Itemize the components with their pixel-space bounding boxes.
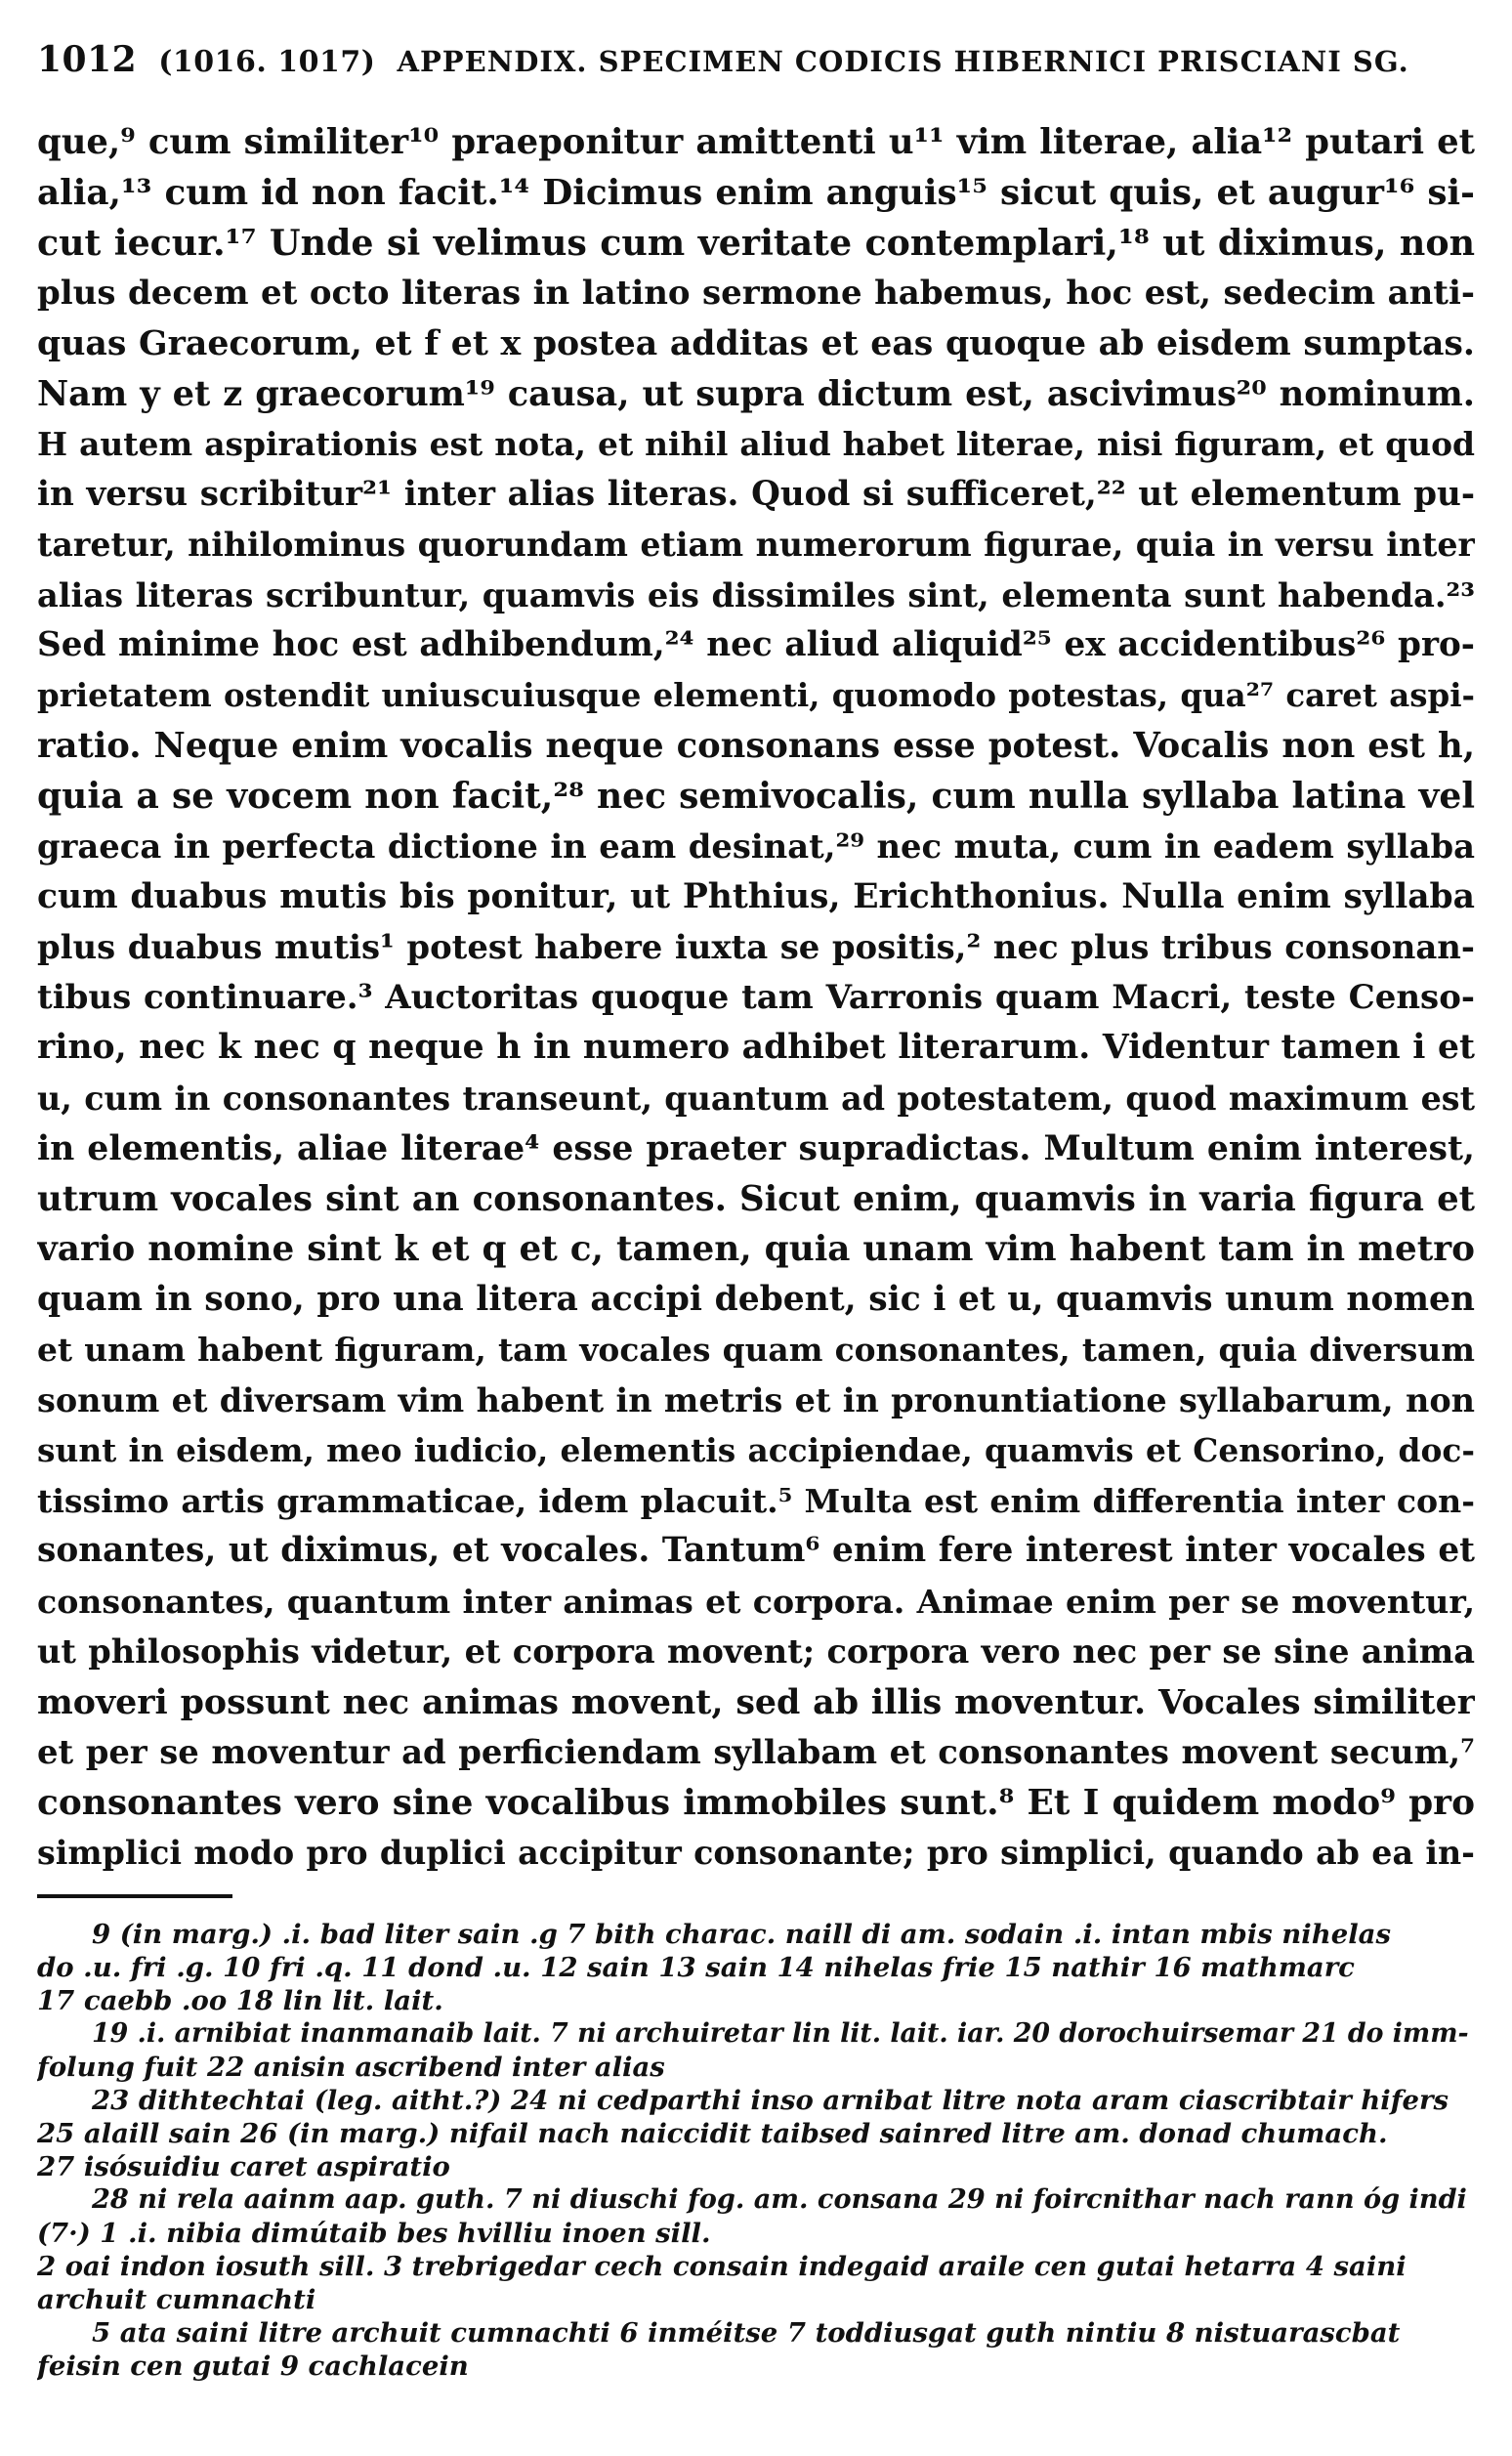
footnote-line: 19 .i. arnibiat inanmanaib lait. 7 ni archuiretar lin lit. lait. iar. 20 dorochuirsemar 21 do imm-	[92, 2017, 1469, 2049]
text-line: consonantes vero sine vocalibus immobiles sunt.⁸ Et I quidem modo⁹ pro	[37, 1781, 1475, 1823]
text-line: alias literas scribuntur, quamvis eis dissimiles sint, elementa sunt habenda.²³	[37, 574, 1475, 614]
text-line: tibus continuare.³ Auctoritas quoque tam Varronis quam Macri, teste Censo-	[37, 977, 1475, 1017]
footnote-line: 5 ata saini litre archuit cumnachti 6 inméitse 7 toddiusgat guth nintiu 8 nistuarascbat	[92, 2316, 1401, 2349]
footnote-line: archuit cumnachti	[37, 2283, 316, 2315]
text-line: plus decem et octo literas in latino sermone habemus, hoc est, sedecim anti-	[37, 273, 1475, 313]
footnotes	[37, 1918, 1475, 2383]
text-line: u, cum in consonantes transeunt, quantum ad potestatem, quod maximum est	[37, 1079, 1475, 1118]
footnote-rule	[37, 1894, 232, 1898]
text-line: alia,¹³ cum id non facit.¹⁴ Dicimus enim anguis¹⁵ sicut quis, et augur¹⁶ si-	[37, 171, 1475, 213]
text-line: quia a se vocem non facit,²⁸ nec semivocalis, cum nulla syllaba latina vel	[37, 775, 1475, 817]
text-line: Nam y et z graecorum¹⁹ causa, ut supra dictum est, ascivimus²⁰ nominum.	[37, 373, 1475, 414]
text-line: plus duabus mutis¹ potest habere iuxta se positis,² nec plus tribus consonan-	[37, 927, 1475, 966]
footnote-line: 9 (in marg.) .i. bad liter sain .g 7 bith charac. naill di am. sodain .i. intan mbis nihelas	[92, 1918, 1391, 1950]
footnote-line: 23 dithtechtai (leg. aitht.?) 24 ni cedparthi inso arnibat litre nota aram ciascribtair hifers	[92, 2084, 1449, 2116]
text-line: sunt in eisdem, meo iudicio, elementis accipiendae, quamvis et Censorino, doc-	[37, 1431, 1475, 1469]
text-line: prietatem ostendit uniuscuiusque elementi, quomodo potestas, qua²⁷ caret aspi-	[37, 676, 1475, 714]
running-title: APPENDIX. SPECIMEN CODICIS HIBERNICI PRISCIANI SG.	[397, 45, 1409, 78]
footnote-line: 27 isósuidiu caret aspiratio	[37, 2150, 450, 2182]
main-text	[37, 117, 1475, 1879]
text-line: utrum vocales sint an consonantes. Sicut enim, quamvis in varia figura et	[37, 1178, 1475, 1219]
text-line: cum duabus mutis bis ponitur, ut Phthius, Erichthonius. Nulla enim syllaba	[37, 876, 1475, 916]
text-line: moveri possunt nec animas movent, sed ab illis moventur. Vocales similiter	[37, 1681, 1475, 1722]
text-line: quam in sono, pro una litera accipi debent, sic i et u, quamvis unum nomen	[37, 1279, 1475, 1319]
text-line: H autem aspirationis est nota, et nihil aliud habet literae, nisi figuram, et quod	[37, 425, 1475, 463]
footnote-line: 25 alaill sain 26 (in marg.) nifail nach naiccidit taibsed sainred litre am. donad chumach.	[37, 2117, 1388, 2149]
text-line: vario nomine sint k et q et c, tamen, quia unam vim habent tam in metro	[37, 1228, 1475, 1269]
text-line: et unam habent figuram, tam vocales quam consonantes, tamen, quia diversum	[37, 1331, 1475, 1369]
alternate-page-numbers: (1016. 1017)	[158, 45, 376, 79]
text-line: consonantes, quantum inter animas et corpora. Animae enim per se moventur,	[37, 1582, 1475, 1621]
text-line: tissimo artis grammaticae, idem placuit.⁵ Multa est enim differentia inter con-	[37, 1481, 1475, 1520]
text-line: et per se moventur ad perficiendam syllabam et consonantes movent secum,⁷	[37, 1732, 1475, 1771]
text-line: sonantes, ut diximus, et vocales. Tantum⁶ enim fere interest inter vocales et	[37, 1531, 1475, 1570]
page-number: 1012	[37, 39, 138, 80]
footnote-line: 28 ni rela aainm aap. guth. 7 ni diuschi fog. am. consana 29 ni foircnithar nach rann óg indi	[92, 2183, 1467, 2215]
footnote-line: 2 oai indon iosuth sill. 3 trebrigedar cech consain indegaid araile cen gutai hetarra 4 saini	[37, 2250, 1407, 2282]
text-line: rino, nec k nec q neque h in numero adhibet literarum. Videntur tamen i et	[37, 1028, 1475, 1067]
document-page	[37, 39, 1475, 2383]
text-line: sonum et diversam vim habent in metris et in pronuntiatione syllabarum, non	[37, 1380, 1475, 1419]
text-line: graeca in perfecta dictione in eam desinat,²⁹ nec muta, cum in eadem syllaba	[37, 826, 1475, 866]
text-line: simplici modo pro duplici accipitur consonante; pro simplici, quando ab ea in-	[37, 1834, 1475, 1872]
footnote-line: 17 caebb .oo 18 lin lit. lait.	[37, 1984, 443, 2016]
footnote-line: folung fuit 22 anisin ascribend inter alias	[37, 2051, 665, 2083]
text-line: ratio. Neque enim vocalis neque consonans esse potest. Vocalis non est h,	[37, 726, 1475, 766]
footnote-line: do .u. fri .g. 10 fri .q. 11 dond .u. 12 sain 13 sain 14 nihelas frie 15 nathir 16 mathmarc	[37, 1951, 1355, 1983]
text-line: ut philosophis videtur, et corpora movent; corpora vero nec per se sine anima	[37, 1631, 1475, 1671]
text-line: quas Graecorum, et f et x postea additas et eas quoque ab eisdem sumptas.	[37, 323, 1475, 363]
running-head	[37, 39, 1475, 80]
text-line: Sed minime hoc est adhibendum,²⁴ nec aliud aliquid²⁵ ex accidentibus²⁶ pro-	[37, 625, 1475, 664]
text-line: cut iecur.¹⁷ Unde si velimus cum veritate contemplari,¹⁸ ut diximus, non	[37, 222, 1475, 264]
text-line: taretur, nihilominus quorundam etiam numerorum figurae, quia in versu inter	[37, 526, 1475, 564]
text-line: que,⁹ cum similiter¹⁰ praeponitur amittenti u¹¹ vim literae, alia¹² putari et	[37, 122, 1475, 162]
text-line: in elementis, aliae literae⁴ esse praeter supradictas. Multum enim interest,	[37, 1128, 1475, 1168]
footnote-line: (7·) 1 .i. nibia dimútaib bes hvilliu inoen sill.	[37, 2217, 711, 2249]
footnote-line: feisin cen gutai 9 cachlacein	[37, 2350, 469, 2382]
text-line: in versu scribitur²¹ inter alias literas. Quod si sufficeret,²² ut elementum pu-	[37, 474, 1475, 514]
